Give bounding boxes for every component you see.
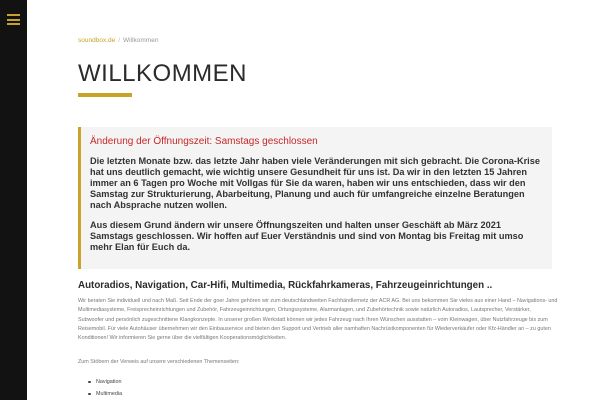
topic-list: [88, 376, 122, 400]
notice-title: Änderung der Öffnungszeit: Samstags geschlossen: [90, 136, 318, 147]
breadcrumb-current: Willkommen: [123, 37, 159, 44]
intro-paragraph: Wir beraten Sie individuell und nach Maß. Seit Ende der goer Jahre gehören wir zum deutschlandweiten Fachhändlernetz der ACR AG. Bei uns bekommen Sie vieles aus einer Hand – Navigations- und Multimediasysteme, Freisprecheinrichtungen und Zubehör, Fahrzeugeinrichtungen, Ortungssysteme, Alarmanlagen, und Zubehörtechnik sowie natürlich Autoradios, Lautsprecher, Verstärker, Subwoofer und persönlich zugeschnittene Klangkonzepte. In unserer großen Werkstatt können wir jedes Fahrzeug nach Ihren Wünschen ausstatten – vom Kleinwagen, über Nutzfahrzeuge bis zum Reisemobil. Für viele Autohäuser übernehmen wir den Einbauservice und bieten den Support und Vertrieb aller namhaften Nachrüstkomponenten für Wiederverkäufer oder Kfz-Händler an – zu guten Konditionen! Wir informieren Sie gerne über die vielfältigen Kooperationsmöglichkeiten.: [78, 298, 558, 342]
hamburger-menu-icon[interactable]: [7, 14, 20, 25]
main-content: [78, 0, 558, 400]
page-title: WILLKOMMEN: [78, 60, 248, 87]
title-underline: [78, 93, 132, 97]
list-item: [88, 376, 122, 388]
topic-link-multimedia[interactable]: Multimedia: [96, 391, 123, 397]
notice-paragraph-2: Aus diesem Grund ändern wir unsere Öffnungszeiten und halten unser Geschäft ab März 2021 Samstags geschlossen. Wir hoffen auf Euer Verständnis und sind von Montag bis Freitag mit umso mehr Elan für Euch da.: [90, 220, 524, 252]
list-item: [88, 388, 122, 400]
section-heading: Autoradios, Navigation, Car-Hifi, Multimedia, Rückfahrkameras, Fahrzeugeinrichtungen ..: [78, 280, 493, 291]
breadcrumb-separator: /: [118, 37, 121, 44]
browse-intro: Zum Stöbern der Verweis auf unsere verschiedenen Themenseiten:: [78, 359, 240, 365]
notice-box: [78, 127, 552, 269]
breadcrumb-home-link[interactable]: soundbox.de: [78, 37, 116, 44]
topic-link-navigation[interactable]: Navigation: [96, 379, 122, 385]
notice-paragraph-1: Die letzten Monate bzw. das letzte Jahr haben viele Veränderungen mit sich gebracht. Die Corona-Krise hat uns deutlich gemacht, wie wichtig unsere Gesundheit für uns ist. Da wir in den letzten 15 Jahren immer an 6 Tagen pro Woche mit Vollgas für Sie da waren, haben wir uns entschieden, dass wir den Samstag zur Strukturierung, Abarbeitung, Planung und auch für umfangreiche einzelne Beratungen nach Absprache nutzen wollen.: [90, 156, 540, 210]
breadcrumb: [78, 37, 158, 44]
sidebar: [0, 0, 27, 400]
